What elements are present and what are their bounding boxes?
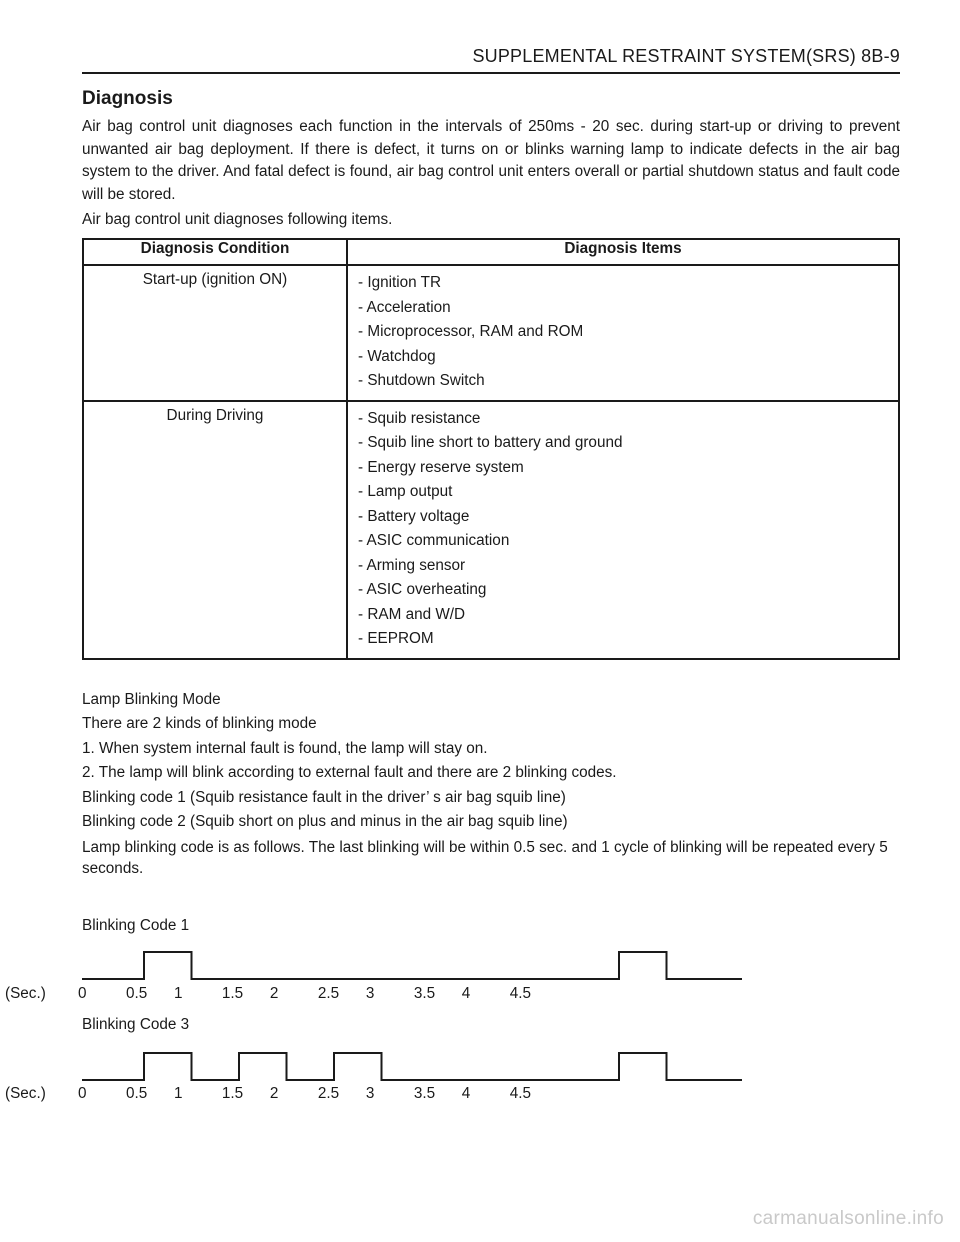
- diagnosis-table: [82, 238, 900, 660]
- axis-tick-label: 4: [461, 1085, 471, 1102]
- waveform-line: [82, 952, 742, 979]
- axis-tick-label: 3: [365, 1085, 375, 1102]
- axis-unit-label: (Sec.): [5, 985, 46, 1002]
- axis-tick-label: 2: [269, 1085, 279, 1102]
- diagnosis-item: - RAM and W/D: [358, 605, 466, 623]
- axis-tick-label: 1.5: [221, 1085, 244, 1102]
- diagnosis-item: - Arming sensor: [358, 556, 466, 574]
- diagnosis-item: - Acceleration: [358, 298, 451, 316]
- diagnosis-item: - Ignition TR: [358, 274, 442, 291]
- lamp-line: 2. The lamp will blink according to external fault and there are 2 blinking codes.: [82, 764, 617, 782]
- lamp-note: Lamp blinking code is as follows. The last blinking will be within 0.5 sec. and 1 cycle of blinking will be repeated every 5 seconds.: [82, 839, 888, 878]
- table-row: [83, 265, 899, 401]
- diagnosis-item: - Microprocessor, RAM and ROM: [358, 323, 584, 340]
- axis-tick-label: 4.5: [509, 985, 532, 1002]
- condition-cell: During Driving: [83, 401, 347, 659]
- items-cell: [347, 265, 899, 401]
- diagnosis-item: - Energy reserve system: [358, 458, 524, 476]
- column-header-items: Diagnosis Items: [347, 239, 899, 265]
- diagnosis-item: - Watchdog: [358, 347, 436, 365]
- lamp-line: Blinking code 1 (Squib resistance fault in the driver’ s air bag squib line): [82, 788, 566, 806]
- axis-tick-label: 3: [365, 985, 375, 1002]
- axis-tick-label: 2.5: [317, 985, 340, 1002]
- diagnosis-item: - Battery voltage: [358, 507, 470, 525]
- axis-tick-label: 4: [461, 985, 471, 1002]
- page-header: SUPPLEMENTAL RESTRAINT SYSTEM(SRS) 8B-9: [82, 46, 900, 74]
- condition-cell: Start-up (ignition ON): [83, 265, 347, 401]
- lamp-line: Blinking code 2 (Squib short on plus and minus in the air bag squib line): [82, 813, 568, 831]
- axis-tick-label: 3.5: [413, 1085, 436, 1102]
- column-header-condition: Diagnosis Condition: [83, 239, 347, 265]
- blinking-code-1-title: Blinking Code 1: [82, 917, 190, 934]
- items-cell: [347, 401, 899, 659]
- axis-tick-label: 2: [269, 985, 279, 1002]
- diagnosis-item: - ASIC overheating: [358, 581, 487, 598]
- lamp-blinking-section: [82, 688, 900, 879]
- lamp-line: 1. When system internal fault is found, the lamp will stay on.: [82, 739, 488, 757]
- axis-tick-label: 1: [173, 985, 183, 1002]
- diagnosis-item: - ASIC communication: [358, 532, 510, 549]
- intro-paragraph-2: Air bag control unit diagnoses following items.: [82, 211, 393, 228]
- diagnosis-item: - EEPROM: [358, 630, 434, 647]
- axis-tick-label: 0: [78, 1085, 87, 1102]
- diagnosis-item: - Squib line short to battery and ground: [358, 434, 623, 451]
- diagnosis-item: - Shutdown Switch: [358, 372, 485, 389]
- waveform-line: [82, 1053, 742, 1080]
- axis-tick-label: 3.5: [413, 985, 436, 1002]
- blinking-code-3-axis: [5, 1085, 678, 1105]
- lamp-line: There are 2 kinds of blinking mode: [82, 715, 317, 733]
- axis-tick-label: 4.5: [509, 1085, 532, 1102]
- axis-tick-label: 0.5: [125, 985, 148, 1002]
- axis-tick-label: 1.5: [221, 985, 244, 1002]
- diagnosis-item: - Lamp output: [358, 483, 453, 500]
- blinking-code-1-axis: [5, 985, 678, 1005]
- axis-tick-label: 1: [173, 1085, 183, 1102]
- intro-paragraph: Air bag control unit diagnoses each function in the intervals of 250ms - 20 sec. during start-up or driving to prevent unwanted air bag deployment. If there is defect, it turns on or blinks warning lamp to indicate defects in the air bag system to the driver. And fatal defect is found, air bag control unit enters overall or partial shutdown status and fault code will be stored.: [82, 118, 900, 203]
- lamp-line: Lamp Blinking Mode: [82, 691, 221, 708]
- diagnosis-item: - Squib resistance: [358, 409, 481, 427]
- watermark: carmanualsonline.info: [752, 1208, 944, 1229]
- axis-unit-label: (Sec.): [5, 1085, 46, 1102]
- table-row: [83, 401, 899, 659]
- axis-tick-label: 2.5: [317, 1085, 340, 1102]
- blinking-code-3-title: Blinking Code 3: [82, 1016, 190, 1033]
- axis-tick-label: 0.5: [125, 1085, 148, 1102]
- table-header-row: [83, 239, 899, 265]
- axis-tick-label: 0: [78, 985, 87, 1002]
- section-title: Diagnosis: [82, 88, 173, 109]
